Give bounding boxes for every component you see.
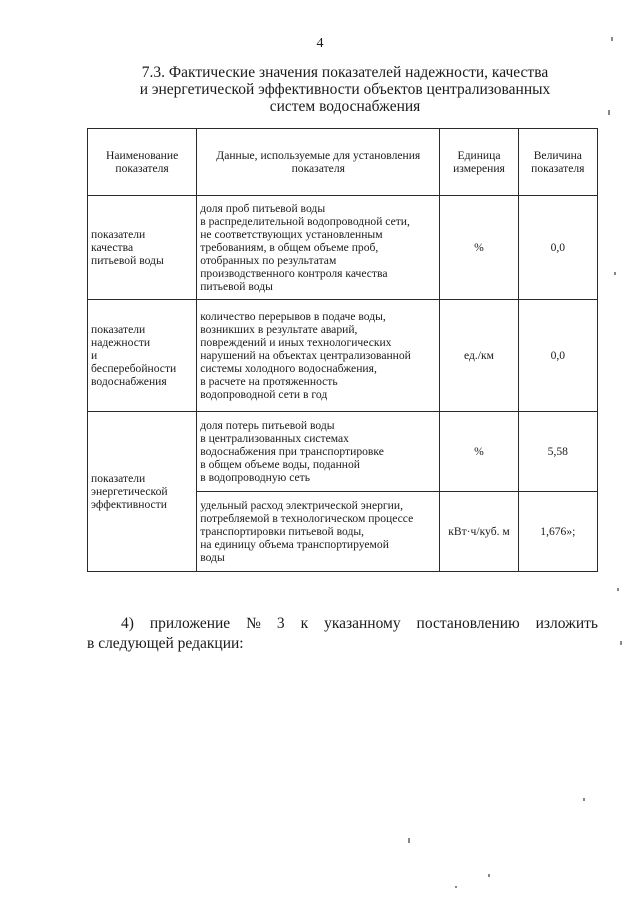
table-row: [88, 196, 598, 300]
section-title-line: систем водоснабжения: [269, 98, 421, 115]
paragraph-word: изложить: [535, 615, 598, 632]
indicator-value: 0,0: [518, 300, 597, 412]
paragraph-word: №: [246, 615, 261, 632]
section-title: [110, 64, 580, 115]
section-title-line: 7.3. Фактические значения показателей надежности, качества: [141, 64, 549, 81]
scan-speck: [455, 886, 457, 888]
table-header-row: [88, 129, 598, 196]
scan-speck: [611, 37, 613, 41]
amendment-paragraph: [87, 614, 598, 654]
indicator-description: доля проб питьевой воды в распределительной водопроводной сети, не соответствующих установленным требованиям, в общем объеме проб, отобранных по результатам производственного контроля качества питьевой воды: [197, 196, 440, 300]
paragraph-word: 4): [121, 615, 134, 632]
table-row: [88, 412, 598, 492]
indicator-group-quality: показатели качества питьевой воды: [88, 196, 197, 300]
paragraph-word: приложение: [149, 615, 231, 632]
paragraph-line: в следующей редакции:: [87, 635, 244, 652]
header-value: Величина показателя: [518, 129, 597, 196]
indicator-description: удельный расход электрической энергии, потребляемой в технологическом процессе транспортировки питьевой воды, на единицу объема транспортируемой воды: [197, 492, 440, 572]
scan-speck: [614, 272, 616, 275]
scan-speck: [617, 588, 619, 591]
scan-speck: [583, 798, 585, 801]
page-number: 4: [316, 36, 324, 51]
paragraph-word: к: [300, 615, 309, 632]
indicator-unit: ед./км: [440, 300, 518, 412]
paragraph-line: [87, 614, 598, 634]
scan-speck: [620, 641, 622, 645]
section-title-line: и энергетической эффективности объектов централизованных: [139, 81, 551, 98]
scan-speck: [408, 838, 410, 843]
indicator-unit: кВт·ч/куб. м: [440, 492, 518, 572]
paragraph-word: постановлению: [416, 615, 520, 632]
indicator-value: 0,0: [518, 196, 597, 300]
indicator-group-reliability: показатели надежности и бесперебойности водоснабжения: [88, 300, 197, 412]
paragraph-word: указанному: [324, 615, 401, 632]
header-unit: Единица измерения: [440, 129, 518, 196]
indicator-value: 5,58: [518, 412, 597, 492]
scan-speck: [488, 874, 490, 877]
header-indicator-name: Наименование показателя: [88, 129, 197, 196]
indicator-unit: %: [440, 412, 518, 492]
indicator-unit: %: [440, 196, 518, 300]
indicator-value: 1,676»;: [518, 492, 597, 572]
header-source-data: Данные, используемые для установления показателя: [197, 129, 440, 196]
indicator-group-energy: показатели энергетической эффективности: [88, 412, 197, 572]
paragraph-word: 3: [276, 615, 285, 632]
indicator-description: доля потерь питьевой воды в централизованных системах водоснабжения при транспортировке в общем объеме воды, поданной в водопроводную сеть: [197, 412, 440, 492]
scan-speck: [608, 110, 610, 115]
indicators-table: [87, 128, 598, 572]
table-row: [88, 300, 598, 412]
indicator-description: количество перерывов в подаче воды, возникших в результате аварий, повреждений и иных технологических нарушений на объектах централизованной системы холодного водоснабжения, в расчете на протяженность водопроводной сети в год: [197, 300, 440, 412]
